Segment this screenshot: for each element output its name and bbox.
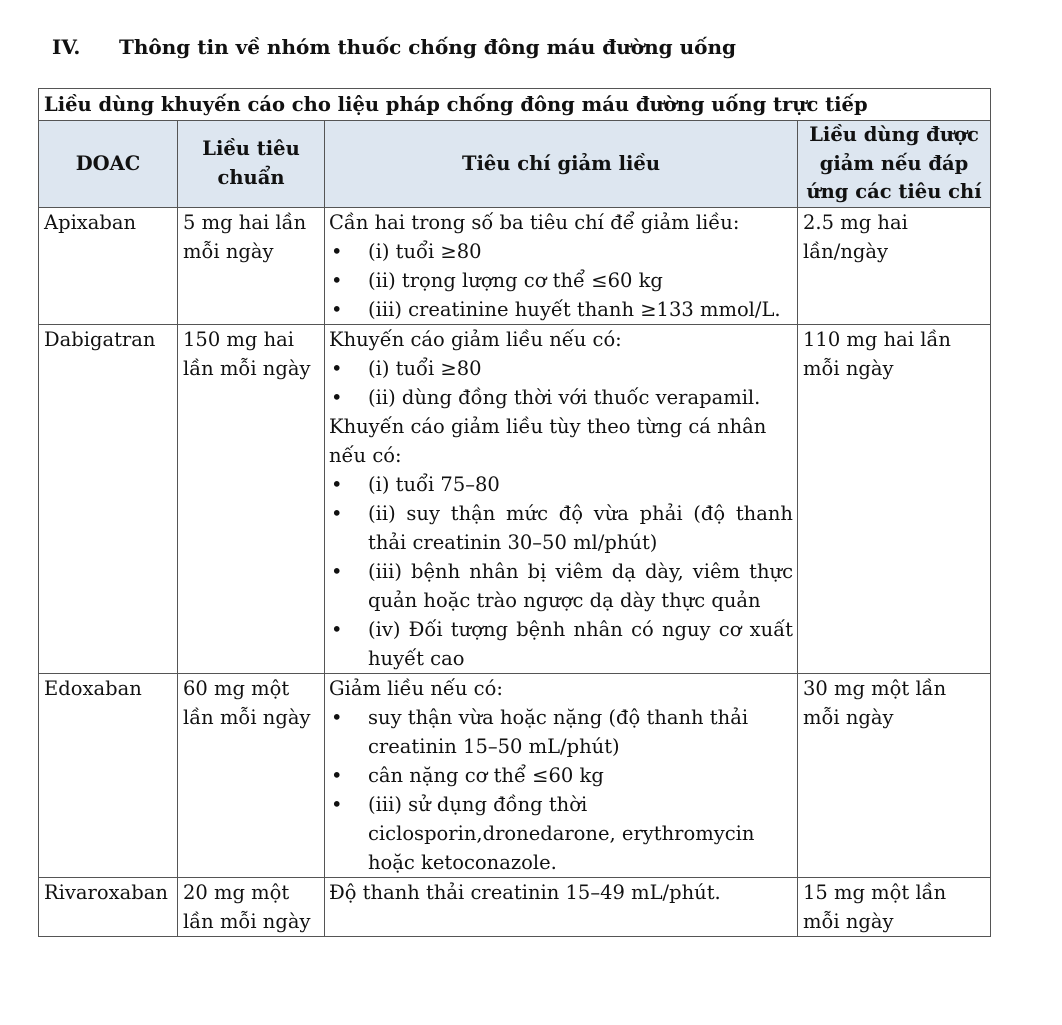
criteria-item: • suy thận vừa hoặc nặng (độ thanh thải creatinin 15–50 mL/phút): [329, 703, 793, 761]
section-number: IV.: [52, 35, 81, 59]
criteria-item: • (iii) sử dụng đồng thời ciclosporin,dronedarone, erythromycin hoặc ketoconazole.: [329, 790, 793, 877]
criteria-item: • (iii) creatinine huyết thanh ≥133 mmol/L.: [329, 295, 793, 324]
table-row: [39, 673, 991, 877]
criteria-item: • (ii) dùng đồng thời với thuốc verapamil.: [329, 383, 793, 412]
drug-name: Apixaban: [39, 207, 178, 324]
criteria-list-individual: [329, 470, 793, 673]
criteria-list: [329, 703, 793, 877]
criteria-item: • cân nặng cơ thể ≤60 kg: [329, 761, 793, 790]
criteria-item: • (iii) bệnh nhân bị viêm dạ dày, viêm thực quản hoặc trào ngược dạ dày thực quản: [329, 557, 793, 615]
table-row: [39, 324, 991, 673]
standard-dose: 20 mg một lần mỗi ngày: [178, 877, 325, 936]
criteria-item: • (ii) trọng lượng cơ thể ≤60 kg: [329, 266, 793, 295]
reduced-dose: 30 mg một lần mỗi ngày: [798, 673, 991, 877]
reduction-criteria: [325, 207, 798, 324]
reduction-criteria: [325, 877, 798, 936]
table-row: [39, 877, 991, 936]
criteria-intro-individual: Khuyến cáo giảm liều tùy theo từng cá nhân nếu có:: [329, 414, 767, 467]
standard-dose: 5 mg hai lần mỗi ngày: [178, 207, 325, 324]
doac-dosing-table: [38, 88, 991, 937]
section-heading: [52, 32, 736, 62]
criteria-item: • (iv) Đối tượng bệnh nhân có nguy cơ xuất huyết cao: [329, 615, 793, 673]
drug-name: Rivaroxaban: [39, 877, 178, 936]
header-doac: DOAC: [39, 121, 178, 208]
criteria-item: • (i) tuổi ≥80: [329, 237, 793, 266]
reduced-dose: 2.5 mg hai lần/ngày: [798, 207, 991, 324]
criteria-intro: Khuyến cáo giảm liều nếu có:: [329, 327, 622, 351]
criteria-item: • (ii) suy thận mức độ vừa phải (độ thanh thải creatinin 30–50 ml/phút): [329, 499, 793, 557]
header-reduction-criteria: Tiêu chí giảm liều: [325, 121, 798, 208]
criteria-intro: Cần hai trong số ba tiêu chí để giảm liều:: [329, 210, 740, 234]
reduction-criteria: [325, 673, 798, 877]
table-row: [39, 207, 991, 324]
standard-dose: 150 mg hai lần mỗi ngày: [178, 324, 325, 673]
reduction-criteria: [325, 324, 798, 673]
criteria-intro: Giảm liều nếu có:: [329, 676, 503, 700]
header-standard-dose: Liều tiêu chuẩn: [178, 121, 325, 208]
standard-dose: 60 mg một lần mỗi ngày: [178, 673, 325, 877]
criteria-item: • (i) tuổi 75–80: [329, 470, 793, 499]
table-caption-row: [39, 89, 991, 121]
criteria-list: [329, 354, 793, 412]
section-title: Thông tin về nhóm thuốc chống đông máu đường uống: [119, 35, 736, 59]
table-caption: Liều dùng khuyến cáo cho liệu pháp chống đông máu đường uống trực tiếp: [39, 89, 991, 121]
table-header-row: [39, 121, 991, 208]
criteria-intro: Độ thanh thải creatinin 15–49 mL/phút.: [329, 880, 721, 904]
criteria-list: [329, 237, 793, 324]
header-reduced-dose: Liều dùng được giảm nếu đáp ứng các tiêu chí: [798, 121, 991, 208]
reduced-dose: 15 mg một lần mỗi ngày: [798, 877, 991, 936]
criteria-item: • (i) tuổi ≥80: [329, 354, 793, 383]
drug-name: Dabigatran: [39, 324, 178, 673]
reduced-dose: 110 mg hai lần mỗi ngày: [798, 324, 991, 673]
drug-name: Edoxaban: [39, 673, 178, 877]
